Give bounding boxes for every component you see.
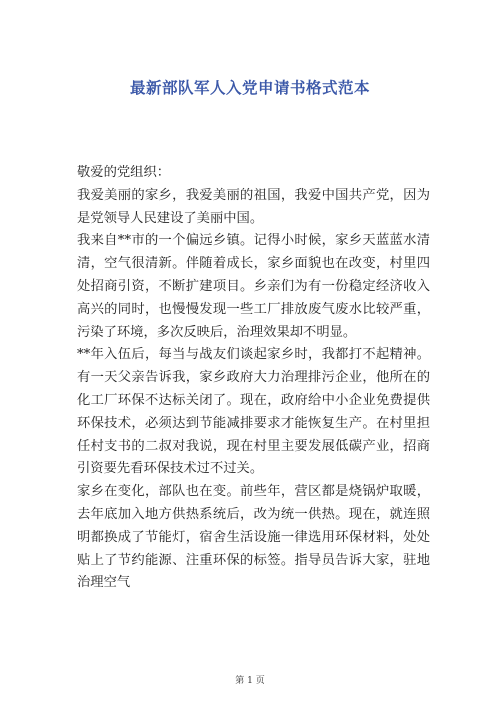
paragraph-3: **年入伍后，每当与战友们谈起家乡时，我都打不起精神。有一天父亲告诉我，家乡政府大力治理排污企业，他所在的化工厂环保不达标关闭了。现在，政府给中小企业免费提供环保技术，必须达到节能减排要求才能恢复生产。在村里担任村支书的二叔对我说，现在村里主要发展低碳产业，招商引资要先看环保技术过不过关。 <box>77 347 430 477</box>
document-body <box>77 162 430 595</box>
salutation: 敬爱的党组织： <box>77 165 171 180</box>
paragraph-1: 我爱美丽的家乡，我爱美丽的祖国，我爱中国共产党，因为是党领导人民建设了美丽中国。 <box>77 187 430 226</box>
document-title: 最新部队军人入党申请书格式范本 <box>129 79 370 97</box>
paragraph-2: 我来自**市的一个偏远乡镇。记得小时候，家乡天蓝蓝水清清，空气很清新。伴随着成长，家乡面貌也在改变，村里四处招商引资，不断扩建项目。乡亲们为有一份稳定经济收入高兴的同时，也慢慢发现一些工厂排放废气废水比较严重，污染了环境，多次反映后，治理效果却不明显。 <box>77 233 430 340</box>
page-number: 第 1 页 <box>235 676 265 686</box>
paragraph-4: 家乡在变化，部队也在变。前些年，营区都是烧锅炉取暖，去年底加入地方供热系统后，改为统一供热。现在，就连照明都换成了节能灯，宿舍生活设施一律选用环保材料，处处贴上了节约能源、注重环保的标签。指导员告诉大家，驻地治理空气 <box>77 484 430 591</box>
